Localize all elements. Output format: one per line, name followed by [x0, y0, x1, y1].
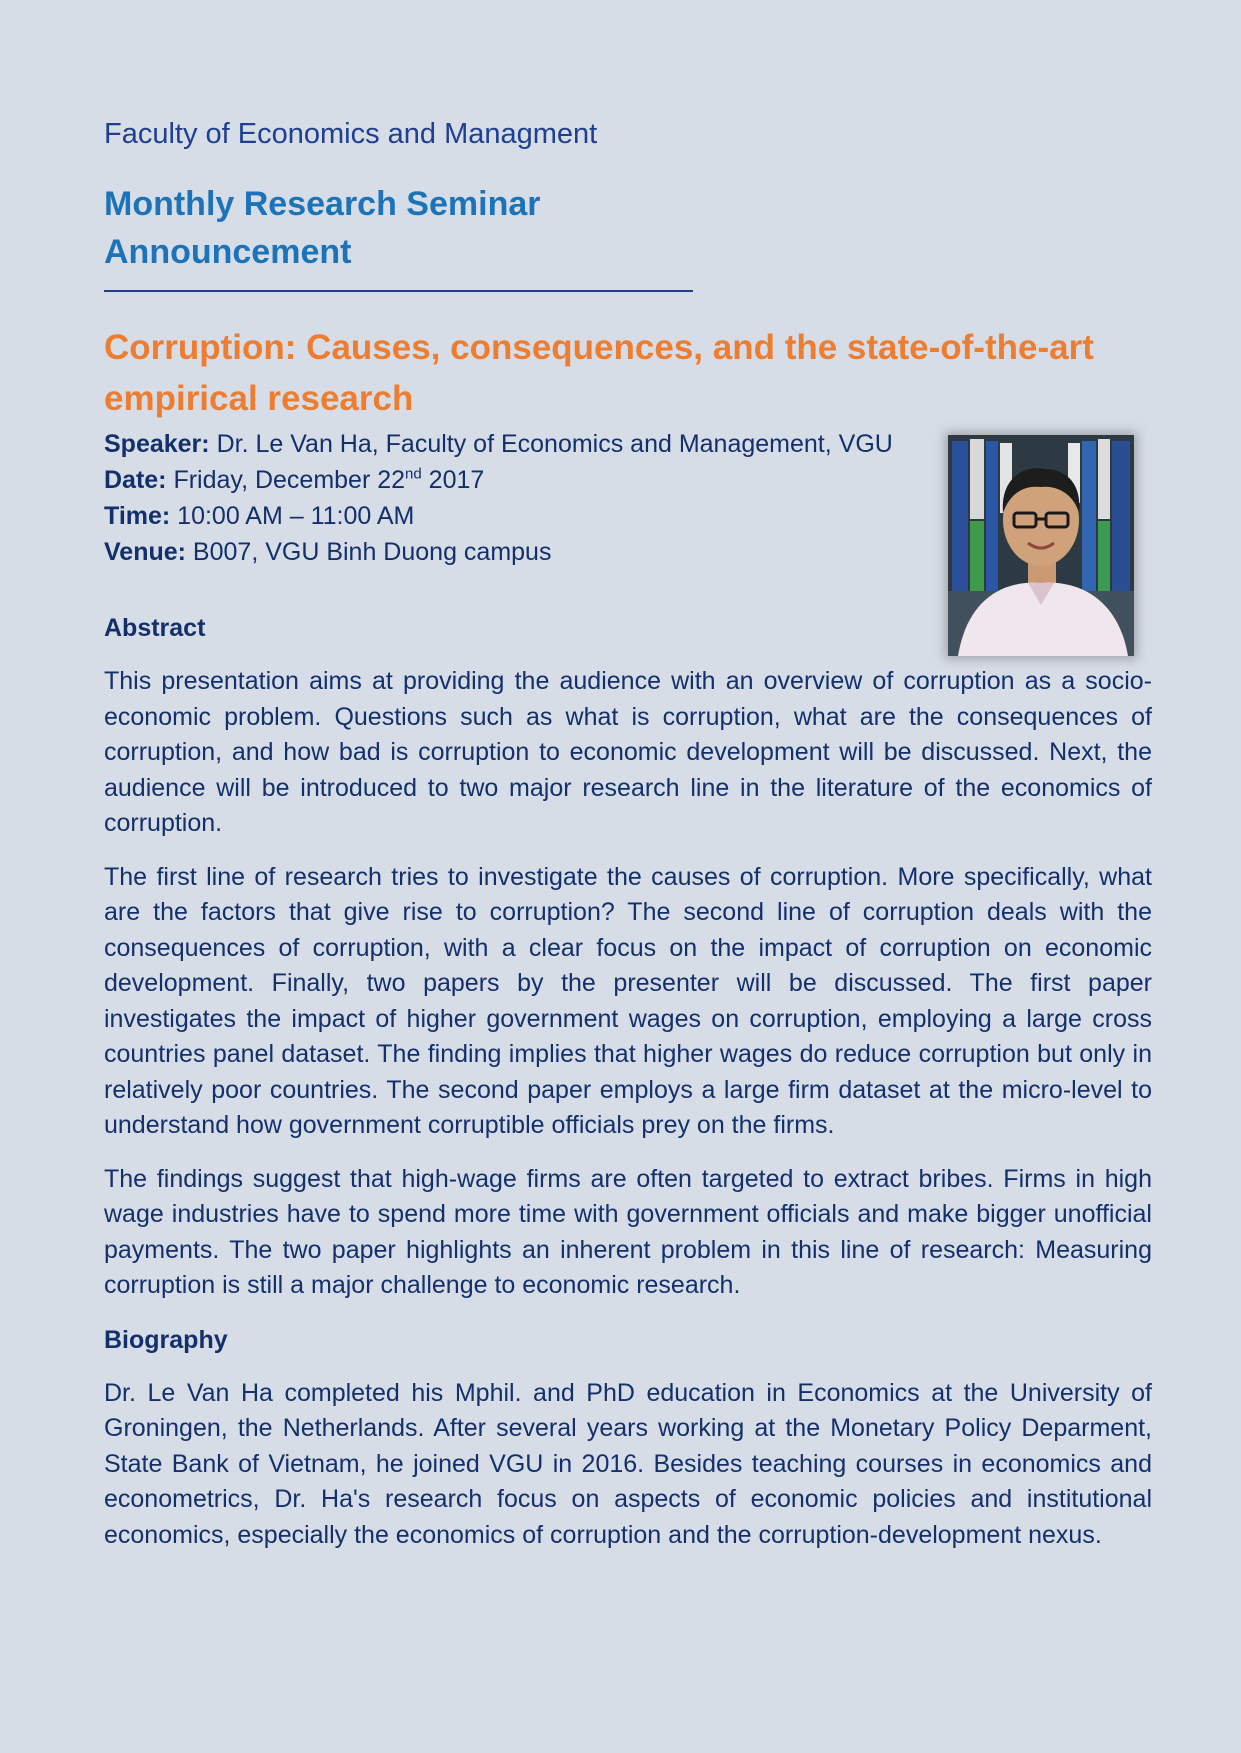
speaker-label: Speaker: [104, 430, 210, 458]
biography-paragraph: Dr. Le Van Ha completed his Mphil. and PhD education in Economics at the University of Groningen, the Netherlands. After several years working at the Monetary Policy Deparment, State Bank of Vietnam, he joined VGU in 2016. Besides teaching courses in economics and econometrics, Dr. Ha's research focus on aspects of economic policies and institutional economics, especially the economics of corruption and the corruption-development nexus. [104, 1378, 1152, 1549]
abstract-paragraph-1: This presentation aims at providing the audience with an overview of corruption as a socio-economic problem. Questions such as what is corruption, what are the consequences of corruption, and how bad is corruption to economic development will be discussed. Next, the audience will be introduced to two major research line in the literature of the economics of corruption. [104, 667, 1152, 837]
time-label: Time: [104, 502, 171, 530]
header-divider [104, 290, 693, 292]
venue-label: Venue: [104, 538, 186, 566]
announcement-page [104, 112, 1152, 1553]
venue-value: B007, VGU Binh Duong campus [185, 538, 552, 566]
date-ordinal: nd [405, 465, 422, 483]
speaker-photo [948, 435, 1134, 656]
talk-details [104, 426, 1152, 570]
seminar-title-line1: Monthly Research Seminar [104, 185, 541, 223]
seminar-title-line2: Announcement [104, 233, 352, 271]
seminar-title [104, 180, 1152, 276]
abstract-paragraph-2: The first line of research tries to investigate the causes of corruption. More specifically, what are the factors that give rise to corruption? The second line of corruption deals with the consequences of corruption, with a clear focus on the impact of corruption on economic development. Finally, two papers by the presenter will be discussed. The first paper investigates the impact of higher government wages on corruption, employing a large cross countries panel dataset. The finding implies that higher wages do reduce corruption but only in relatively poor countries. The second paper employs a large firm dataset at the micro-level to understand how government corruptible officials prey on the firms. [104, 862, 1152, 1139]
abstract-paragraph-3: The findings suggest that high-wage firms are often targeted to extract bribes. Firms in high wage industries have to spend more time with government officials and make bigger unofficial payments. The two paper highlights an inherent problem in this line of research: Measuring corruption is still a major challenge to economic research. [104, 1164, 1152, 1299]
speaker-value: Dr. Le Van Ha, Faculty of Economics and Management, VGU [209, 430, 893, 458]
date-year: 2017 [421, 466, 485, 494]
time-value: 10:00 AM – 11:00 AM [170, 502, 415, 530]
date-value: Friday, December 22 [166, 466, 406, 494]
date-label: Date: [104, 466, 167, 494]
biography-heading: Biography [104, 1325, 228, 1354]
faculty-name: Faculty of Economics and Managment [104, 118, 598, 150]
speaker-portrait-icon [948, 435, 1134, 656]
talk-title: Corruption: Causes, consequences, and the state-of-the-art empirical research [104, 328, 1094, 418]
abstract-heading: Abstract [104, 614, 206, 642]
